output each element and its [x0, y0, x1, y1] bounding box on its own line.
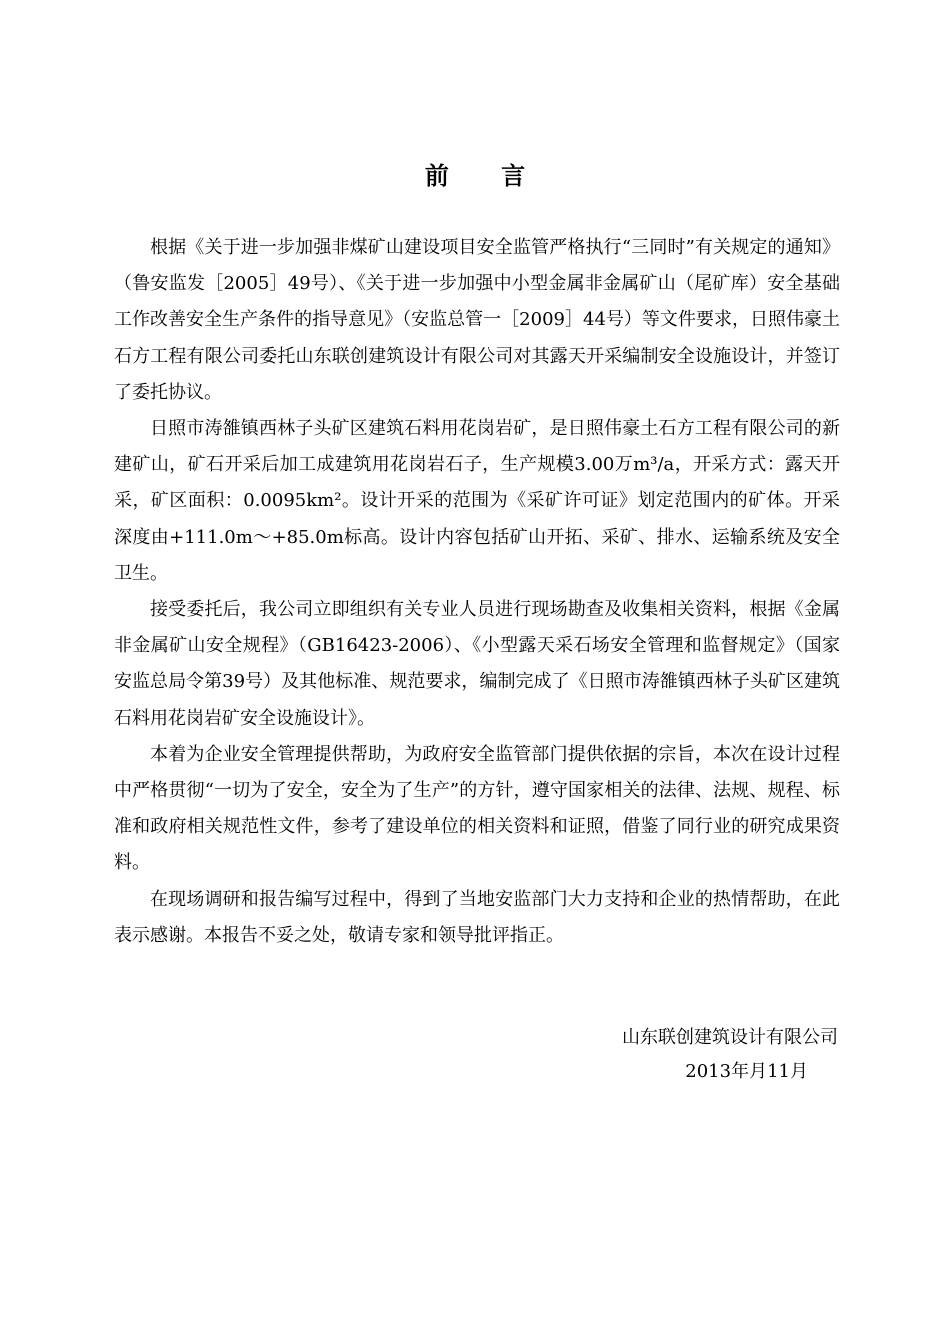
- page-title: 前 言: [424, 162, 548, 190]
- paragraph-5: 在现场调研和报告编写过程中，得到了当地安监部门大力支持和企业的热情帮助，在此表示感谢。本报告不妥之处，敬请专家和领导批评指正。: [114, 888, 840, 946]
- signature-date: 2013年月11月: [685, 1061, 808, 1082]
- paragraph-3: 接受委托后，我公司立即组织有关专业人员进行现场勘查及收集相关资料，根据《金属非金属矿山安全规程》（GB16423-2006）、《小型露天采石场安全管理和监督规定》（国家安监总局令第39号）及其他标准、规范要求，编制完成了《日照市涛雒镇西林子头矿区建筑石料用花岗岩矿安全设施设计》。: [114, 599, 840, 729]
- preface-body: [114, 230, 840, 954]
- signature-company: 山东联创建筑设计有限公司: [622, 1027, 838, 1048]
- paragraph-4: 本着为企业安全管理提供帮助，为政府安全监管部门提供依据的宗旨，本次在设计过程中严格贯彻“一切为了安全，安全为了生产”的方针，遵守国家相关的法律、法规、规程、标准和政府相关规范性文件，参考了建设单位的相关资料和证照，借鉴了同行业的研究成果资料。: [114, 743, 840, 874]
- paragraph-1: 根据《关于进一步加强非煤矿山建设项目安全监管严格执行“三同时”有关规定的通知》（鲁安监发［2005］49号）、《关于进一步加强中小型金属非金属矿山（尾矿库）安全基础工作改善安全生产条件的指导意见》（安监总管一［2009］44号）等文件要求，日照伟豪土石方工程有限公司委托山东联创建筑设计有限公司对其露天开采编制安全设施设计，并签订了委托协议。: [114, 237, 840, 403]
- paragraph-2: 日照市涛雒镇西林子头矿区建筑石料用花岗岩矿，是日照伟豪土石方工程有限公司的新建矿山，矿石开采后加工成建筑用花岗岩石子，生产规模3.00万m³/a，开采方式：露天开采，矿区面积：0.0095km²。设计开采的范围为《采矿许可证》划定范围内的矿体。开采深度由+111.0m～+85.0m标高。设计内容包括矿山开拓、采矿、排水、运输系统及安全卫生。: [114, 418, 840, 584]
